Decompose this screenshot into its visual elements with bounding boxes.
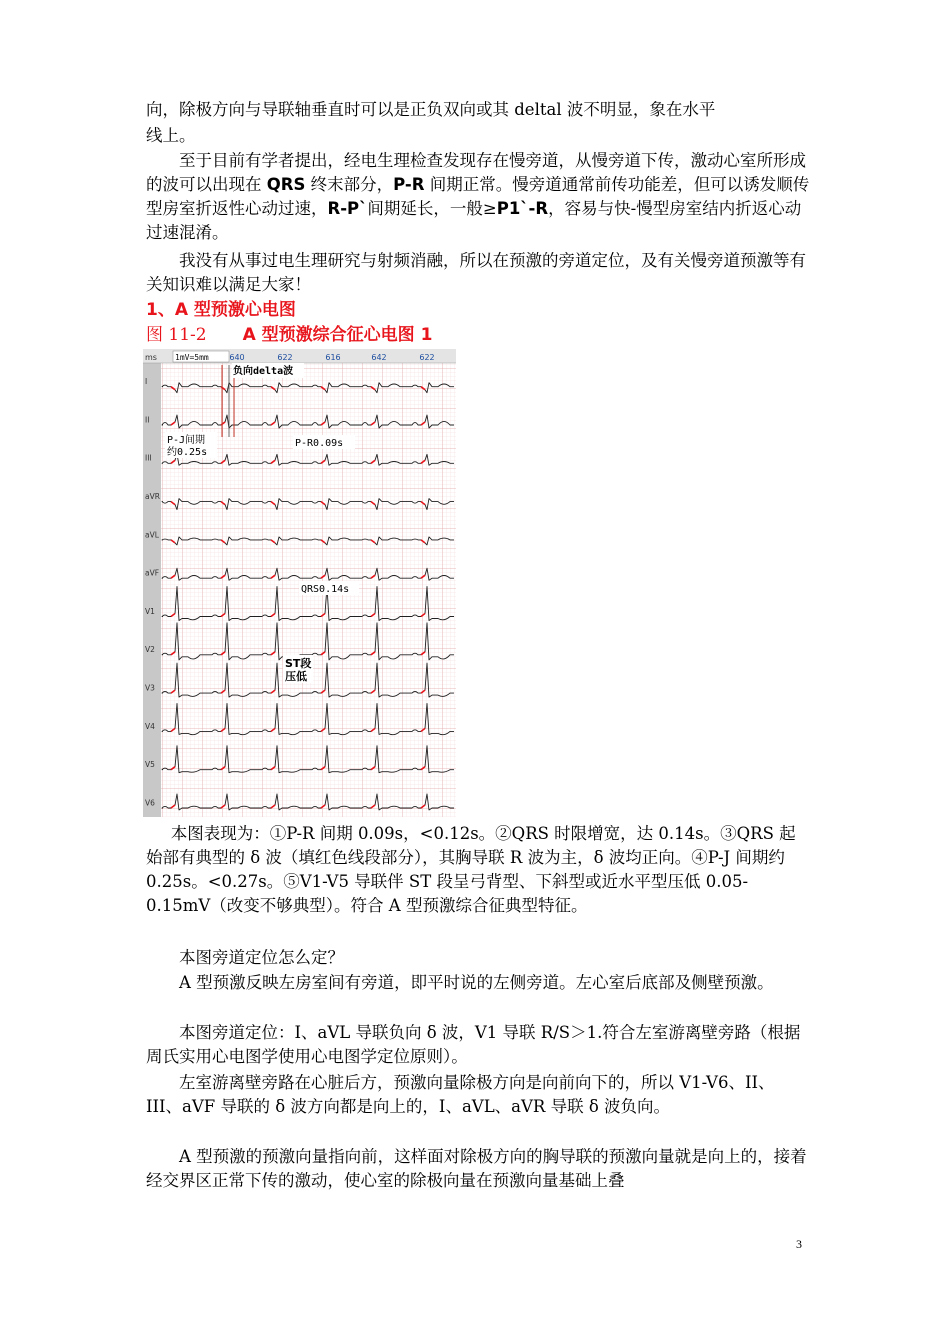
delta-wave-annotation: 负向delta波	[233, 366, 294, 377]
figure-caption	[146, 323, 432, 347]
intro-line-1: 向，除极方向与导联轴垂直时可以是正负双向或其 deltal 波不明显，象在水平	[146, 100, 716, 119]
rr-value: 640	[229, 353, 245, 362]
st-annotation-line2: 压低	[285, 670, 307, 683]
question-line: 本图旁道定位怎么定？	[179, 948, 344, 967]
section-heading: 1、A 型预激心电图	[146, 300, 296, 320]
figure-title: A 型预激综合征心电图 1	[242, 325, 433, 345]
lead-label-II: II	[145, 415, 150, 425]
rr-value: 622	[277, 353, 293, 362]
st-annotation-line1: ST段	[285, 657, 312, 670]
rr-value: 642	[371, 353, 387, 362]
calibration-label: 1mV=5mm	[175, 353, 209, 362]
rr-value: 622	[419, 353, 435, 362]
lead-label-aVR: aVR	[145, 491, 160, 501]
paragraph-a-type: A 型预激反映左房室间有旁道，即平时说的左侧旁道。左心室后底部及侧壁预激。	[179, 973, 774, 992]
intro-line-2: 线上。	[146, 126, 196, 145]
lead-label-I: I	[145, 377, 148, 387]
paragraph-location: 本图旁道定位：I、aVL 导联负向 δ 波，V1 导联 R/S＞1.符合左室游离壁旁路（根据周氏实用心电图学使用心电图学定位原则）。	[146, 1023, 801, 1066]
ecg-figure	[143, 349, 456, 817]
paragraph-disclaimer: 我没有从事过电生理研究与射频消融，所以在预激的旁道定位，及有关慢旁道预激等有关知识难以满足大家！	[146, 251, 806, 294]
paragraph-last: A 型预激的预激向量指向前，这样面对除极方向的胸导联的预激向量就是向上的，接着经交界区正常下传的激动，使心室的除极向量在预激向量基础上叠	[146, 1147, 807, 1190]
lead-label-V4: V4	[145, 721, 155, 731]
lead-label-V1: V1	[145, 606, 155, 616]
qrs-duration-annotation: QRS0.14s	[301, 584, 350, 595]
lead-label-V5: V5	[145, 760, 155, 770]
pj-interval-annotation: P-J间期	[167, 435, 206, 446]
paragraph-vector: 左室游离壁旁路在心脏后方，预激向量除极方向是向前向下的，所以 V1-V6、II、III、aVF 导联的 δ 波方向都是向上的，I、aVL、aVR 导联 δ 波负向。	[146, 1073, 775, 1116]
figure-description: 本图表现为：①P-R 间期 0.09s，<0.12s。②QRS 时限增宽，达 0.14s。③QRS 起始部有典型的 δ 波（填红色线段部分），其胸导联 R 波为主，δ 波均正向。④P-J 间期约 0.25s。<0.27s。⑤V1-V5 导联伴 ST 段呈弓背型、下斜型或近水平型压低 0.05-0.15mV（改变不够典型）。符合 A 型预激综合征典型特征。	[146, 824, 796, 915]
lead-label-aVF: aVF	[145, 568, 160, 578]
pj-interval-value: 约0.25s	[167, 447, 208, 458]
pr-interval-annotation: P-R0.09s	[295, 438, 344, 449]
rr-value: 616	[325, 353, 341, 362]
lead-label-aVL: aVL	[145, 530, 159, 540]
lead-label-V6: V6	[145, 798, 155, 808]
paragraph-slow-pathway: 至于目前有学者提出，经电生理检查发现存在慢旁道，从慢旁道下传，激动心室所形成的波可以出现在 QRS 终末部分，P-R 间期正常。慢旁道通常前传功能差，但可以诱发顺传型房室折返性心动过速，R-P`间期延长，一般≥P1`-R，容易与快-慢型房室结内折返心动过速混淆。	[146, 151, 810, 242]
lead-label-III: III	[145, 453, 152, 463]
lead-label-V3: V3	[145, 683, 155, 693]
page-number: 3	[796, 1237, 802, 1251]
ms-label: ms	[145, 353, 157, 362]
figure-number: 图 11-2	[146, 325, 207, 345]
lead-label-V2: V2	[145, 645, 155, 655]
